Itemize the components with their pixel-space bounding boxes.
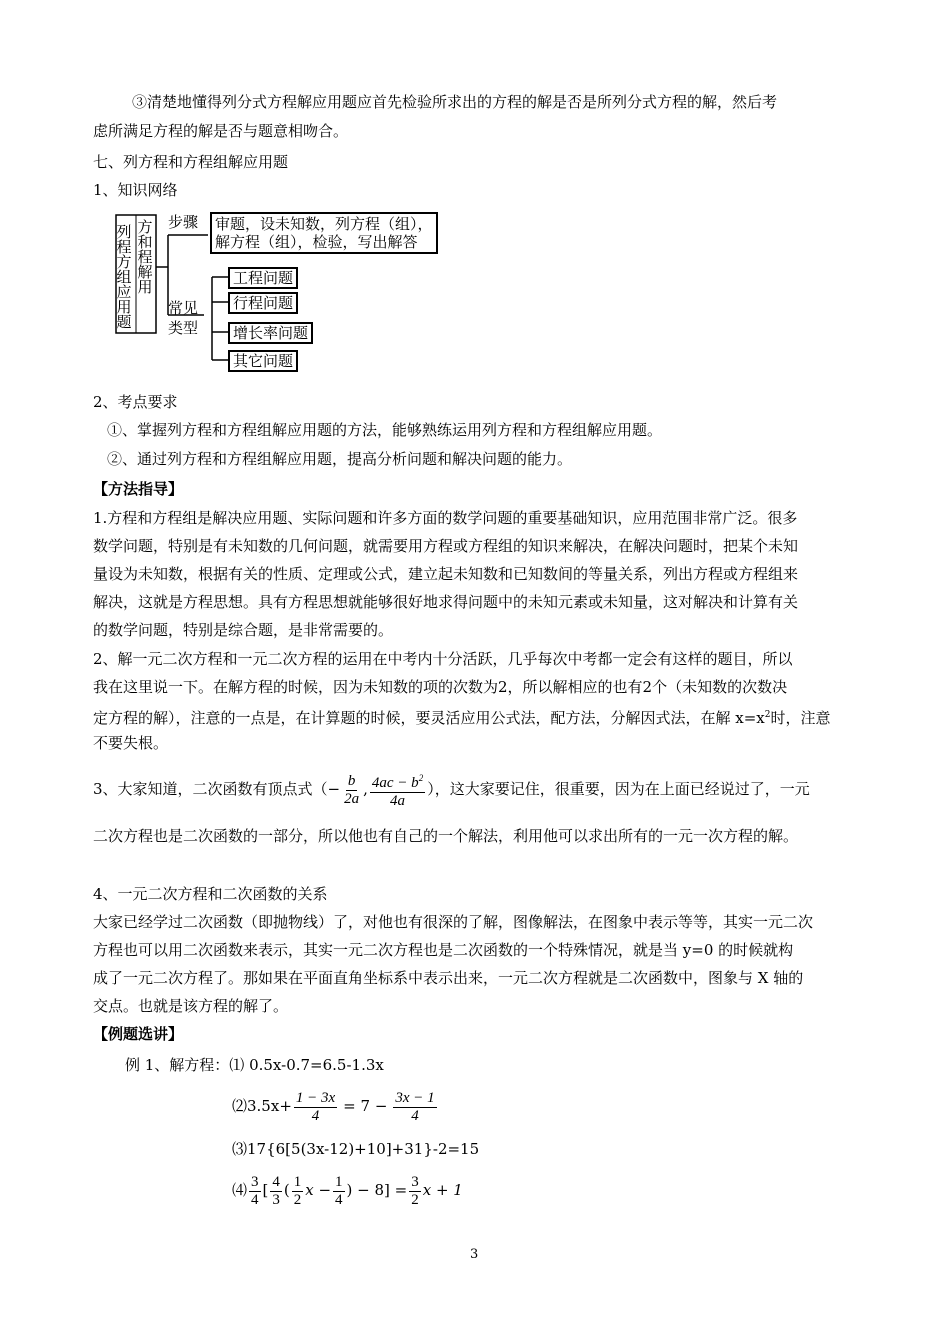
text-span: x + 1 [422,1181,463,1199]
fraction [292,1174,304,1209]
numerator: 3 [251,1173,259,1190]
subsection-heading: 4、一元二次方程和二次函数的关系 [93,885,328,903]
text-span: 定方程的解），注意的一点是，在计算题的时候，要灵活应用公式法，配方法，分解因式法，在解 x=x [93,709,765,727]
root-label-right: 方和程解用 [137,218,153,296]
minus-sign: − [327,780,341,798]
subsection-heading: 1、知识网络 [93,181,178,199]
denominator: 3 [272,1191,280,1208]
text-line: 数学问题，特别是有未知数的几何问题，就需要用方程或方程组的知识来解决，在解决问题时，把某个未知 [93,537,799,555]
numerator: b [347,772,356,789]
numerator: 4 [272,1173,280,1190]
comma: , [363,780,368,798]
text-line: 1.方程和方程组是解决应用题、实际问题和许多方面的数学问题的重要基础知识，应用范围非常广泛。很多 [93,509,798,527]
numerator: 1 − 3x [295,1089,336,1106]
text-line: 不要失根。 [93,734,169,752]
method-heading: 【方法指导】 [93,480,184,498]
root-label-left: 列程方组应用题 [116,223,132,331]
denominator: 2a [344,790,360,807]
superscript: 2 [764,710,771,720]
text-line: 量设为未知数，根据有关的性质、定理或公式，建立起未知数和已知数间的等量关系，列出方程或方程组来 [93,565,799,583]
bracket: [ [262,1181,269,1199]
equation-2 [232,1084,439,1128]
text-span: 时，注意 [770,709,831,727]
text-line: 2、解一元二次方程和一元二次方程的运用在中考内十分活跃，几乎每次中考都一定会有这样的题目，所以 [93,650,793,668]
type-box: 增长率问题 [228,322,313,344]
equation-4 [232,1168,463,1212]
knowledge-network-diagram [112,205,492,375]
denominator: 4 [251,1191,259,1208]
types-label: 类型 [168,319,199,337]
subsection-heading: 2、考点要求 [93,393,178,411]
text-line: 的数学问题，特别是综合题，是非常需要的。 [93,621,394,639]
fraction [342,773,361,808]
text-span: ⑷ [232,1181,248,1199]
fraction [409,1174,421,1209]
page-number: 3 [470,1247,479,1262]
text-span: ) − 8] = [346,1181,408,1199]
fraction [249,1174,261,1209]
fraction [294,1090,337,1125]
text-span: ⑵3.5x+ [232,1097,292,1115]
text-line: 解决，这就是方程思想。具有方程思想就能够很好地求得问题中的未知元素或未知量，这对解决和计算有关 [93,593,799,611]
bracket: ( [283,1181,290,1199]
denominator: 4 [311,1107,320,1124]
fraction [333,1174,345,1209]
text-line: 成了一元二次方程了。那如果在平面直角坐标系中表示出来，一元二次方程就是二次函数中，图象与 X 轴的 [93,969,804,987]
numerator: 3 [411,1173,419,1190]
steps-label: 步骤 [168,213,199,231]
vertex-form-line [93,766,810,812]
denominator: 4a [390,793,406,809]
text-span: ），这大家要记住，很重要，因为在上面已经说过了，一元 [427,780,810,798]
text-span: 3、大家知道，二次函数有顶点式（ [93,780,328,798]
requirement-item: ②、通过列方程和方程组解应用题，提高分析问题和解决问题的能力。 [107,450,573,468]
text-line: 我在这里说一下。在解方程的时候，因为未知数的项的次数为2，所以解相应的也有2个（未知数的次数决 [93,678,788,696]
numerator: 1 [293,1173,302,1190]
fraction [393,1090,436,1125]
text-line: 大家已经学过二次函数（即抛物线）了，对他也有很深的了解，图像解法，在图象中表示等等，其实一元二次 [93,913,814,931]
text-span: x − [305,1181,332,1199]
denominator: 4 [335,1191,343,1208]
steps-box-line: 审题，设未知数，列方程（组）， [215,215,433,233]
numerator: 3x − 1 [395,1089,435,1106]
text-line: 交点。也就是该方程的解了。 [93,997,289,1015]
requirement-item: ①、掌握列方程和方程组解应用题的方法，能够熟练运用列方程和方程组解应用题。 [107,421,663,439]
equation-3: ⑶17{6[5(3x-12)+10]+31}-2=15 [232,1140,480,1158]
denominator: 4 [411,1107,419,1124]
type-box: 工程问题 [228,267,298,289]
fraction [370,770,425,810]
type-box: 其它问题 [228,350,298,372]
text-line: ③清楚地懂得列分式方程解应用题应首先检验所求出的方程的解是否是所列分式方程的解，然后考 [132,93,778,111]
text-line: 二次方程也是二次函数的一部分，所以他也有自己的一个解法，利用他可以求出所有的一元一次方程的解。 [93,827,799,845]
example-heading: 【例题选讲】 [93,1025,184,1043]
fraction [270,1174,282,1209]
equation-1: 例 1、解方程：⑴ 0.5x-0.7=6.5-1.3x [125,1056,384,1074]
section-heading: 七、列方程和方程组解应用题 [93,153,289,171]
steps-box-line: 解方程（组），检验，写出解答 [215,233,418,251]
numerator [370,770,425,793]
text-line: 方程也可以用二次函数来表示，其实一元二次方程也是二次函数的一个特殊情况，就是当 y=0 的时候就构 [93,941,794,959]
types-label: 常见 [168,299,199,317]
superscript: 2 [418,773,424,783]
steps-box [210,212,438,254]
text-line [93,705,831,728]
denominator: 2 [411,1191,419,1208]
numerator: 1 [335,1173,343,1190]
text-line: 虑所满足方程的解是否与题意相吻合。 [93,122,349,140]
text-span: = 7 − [343,1097,388,1115]
type-box: 行程问题 [228,292,298,314]
numerator-text: 4ac − b [371,775,419,791]
denominator: 2 [293,1191,302,1208]
